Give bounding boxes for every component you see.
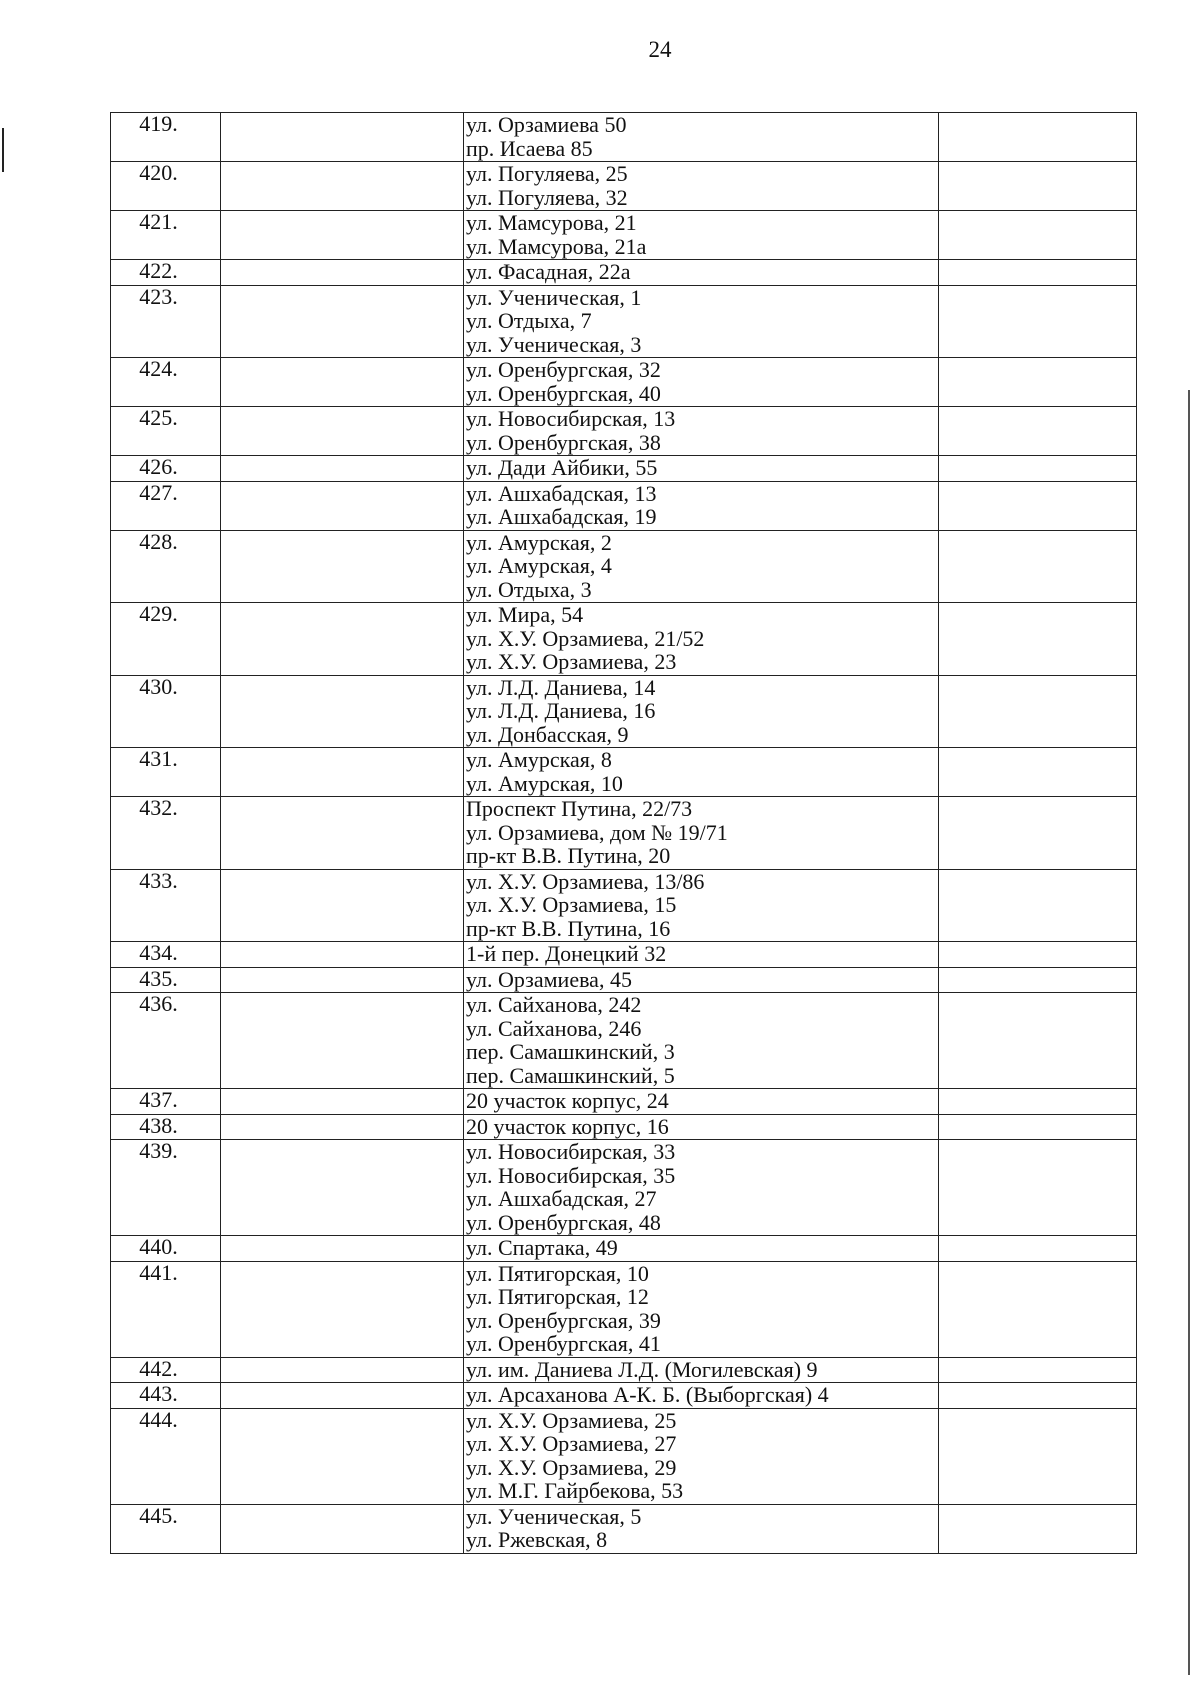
row-number: 436.: [111, 993, 221, 1089]
row-number: 421.: [111, 211, 221, 260]
address-line: ул. Донбасская, 9: [466, 721, 629, 747]
empty-cell: [221, 1114, 464, 1140]
row-number: 439.: [111, 1140, 221, 1236]
address-line: ул. Ученическая, 1: [466, 284, 642, 310]
address-line: ул. Оренбургская, 40: [466, 380, 661, 406]
table-row: [111, 358, 1137, 407]
table-row: [111, 1140, 1137, 1236]
address-line: ул. Ашхабадская, 13: [466, 480, 657, 506]
empty-cell: [221, 1089, 464, 1115]
row-number: 430.: [111, 675, 221, 748]
row-number: 438.: [111, 1114, 221, 1140]
table-row: [111, 481, 1137, 530]
address-cell: [464, 456, 939, 482]
row-number: 431.: [111, 748, 221, 797]
empty-cell: [221, 358, 464, 407]
empty-cell: [221, 456, 464, 482]
address-line: ул. Ашхабадская, 19: [466, 504, 657, 529]
table-row: [111, 1261, 1137, 1357]
address-cell: [464, 1089, 939, 1115]
table-row: [111, 211, 1137, 260]
empty-cell: [939, 358, 1137, 407]
empty-cell: [939, 675, 1137, 748]
row-number: 422.: [111, 260, 221, 286]
empty-cell: [939, 1357, 1137, 1383]
address-line: ул. Спартака, 49: [466, 1235, 618, 1260]
address-line: 20 участок корпус, 16: [466, 1113, 669, 1139]
page-number: 24: [648, 37, 672, 62]
empty-cell: [221, 1261, 464, 1357]
empty-cell: [939, 407, 1137, 456]
empty-cell: [221, 285, 464, 358]
scan-mark-right: [1188, 390, 1190, 1675]
address-line: ул. Погуляева, 25: [466, 161, 628, 186]
address-line: ул. М.Г. Гайрбекова, 53: [466, 1478, 684, 1503]
address-line: ул. Амурская, 4: [466, 553, 612, 578]
empty-cell: [221, 407, 464, 456]
address-line: пер. Самашкинский, 3: [466, 1039, 675, 1064]
scan-mark-left: [2, 128, 4, 172]
empty-cell: [221, 481, 464, 530]
empty-cell: [221, 942, 464, 968]
empty-cell: [939, 1261, 1137, 1357]
address-line: ул. Сайханова, 246: [466, 1015, 642, 1041]
row-number: 426.: [111, 456, 221, 482]
address-cell: [464, 869, 939, 942]
table-row: [111, 456, 1137, 482]
address-table: [110, 112, 1137, 1554]
address-line: ул. Фасадная, 22а: [466, 259, 631, 284]
address-cell: [464, 942, 939, 968]
address-cell: [464, 481, 939, 530]
empty-cell: [221, 260, 464, 286]
address-line: ул. Орзамиева, дом № 19/71: [466, 819, 728, 845]
address-line: ул. Пятигорская, 12: [466, 1284, 649, 1309]
address-line: ул. Х.У. Орзамиева, 25: [466, 1407, 677, 1433]
address-cell: [464, 967, 939, 993]
address-line: ул. Амурская, 2: [466, 529, 612, 555]
address-line: ул. Л.Д. Даниева, 16: [466, 698, 656, 723]
address-line: ул. Новосибирская, 13: [466, 406, 676, 431]
address-cell: [464, 797, 939, 870]
table-row: [111, 113, 1137, 162]
empty-cell: [939, 603, 1137, 676]
empty-cell: [939, 993, 1137, 1089]
address-line: пр-кт В.В. Путина, 20: [466, 843, 671, 868]
table-row: [111, 748, 1137, 797]
address-cell: [464, 748, 939, 797]
address-cell: [464, 1504, 939, 1553]
empty-cell: [939, 456, 1137, 482]
address-line: ул. Оренбургская, 32: [466, 357, 661, 382]
empty-cell: [939, 1089, 1137, 1115]
table-row: [111, 1408, 1137, 1504]
address-line: ул. Оренбургская, 38: [466, 429, 661, 455]
table-row: [111, 1236, 1137, 1262]
address-line: ул. Л.Д. Даниева, 14: [466, 674, 656, 700]
empty-cell: [939, 967, 1137, 993]
address-line: ул. Пятигорская, 10: [466, 1260, 649, 1286]
address-cell: [464, 407, 939, 456]
empty-cell: [221, 1140, 464, 1236]
empty-cell: [939, 211, 1137, 260]
address-line: ул. Х.У. Орзамиева, 13/86: [466, 868, 705, 894]
table-row: [111, 1089, 1137, 1115]
table-row: [111, 869, 1137, 942]
address-line: ул. Оренбургская, 48: [466, 1209, 661, 1235]
address-line: пер. Самашкинский, 5: [466, 1062, 675, 1088]
table-row: [111, 993, 1137, 1089]
row-number: 440.: [111, 1236, 221, 1262]
row-number: 428.: [111, 530, 221, 603]
address-line: ул. Отдыха, 3: [466, 576, 592, 602]
empty-cell: [221, 797, 464, 870]
empty-cell: [221, 1383, 464, 1409]
empty-cell: [939, 1408, 1137, 1504]
address-cell: [464, 530, 939, 603]
address-cell: [464, 603, 939, 676]
row-number: 443.: [111, 1383, 221, 1409]
empty-cell: [221, 530, 464, 603]
address-line: ул. Ржевская, 8: [466, 1527, 608, 1552]
address-line: ул. Х.У. Орзамиева, 29: [466, 1454, 677, 1480]
table-row: [111, 942, 1137, 968]
empty-cell: [221, 1236, 464, 1262]
empty-cell: [939, 530, 1137, 603]
empty-cell: [939, 113, 1137, 162]
table-row: [111, 1504, 1137, 1553]
row-number: 429.: [111, 603, 221, 676]
address-cell: [464, 113, 939, 162]
row-number: 419.: [111, 113, 221, 162]
row-number: 424.: [111, 358, 221, 407]
address-line: ул. Орзамиева 50: [466, 112, 627, 137]
empty-cell: [939, 260, 1137, 286]
table-row: [111, 967, 1137, 993]
table-row: [111, 675, 1137, 748]
address-line: ул. Мамсурова, 21: [466, 210, 637, 235]
address-line: ул. Мамсурова, 21а: [466, 233, 647, 259]
empty-cell: [939, 748, 1137, 797]
address-line: ул. Ученическая, 5: [466, 1503, 642, 1529]
address-line: ул. Оренбургская, 39: [466, 1307, 661, 1333]
row-number: 432.: [111, 797, 221, 870]
empty-cell: [939, 1504, 1137, 1553]
table-row: [111, 1357, 1137, 1383]
row-number: 425.: [111, 407, 221, 456]
address-line: ул. Новосибирская, 33: [466, 1139, 676, 1164]
address-line: ул. им. Даниева Л.Д. (Могилевская) 9: [466, 1356, 818, 1382]
address-cell: [464, 211, 939, 260]
empty-cell: [221, 675, 464, 748]
table-row: [111, 162, 1137, 211]
address-table-body: [111, 113, 1137, 1554]
address-line: ул. Новосибирская, 35: [466, 1162, 676, 1188]
row-number: 435.: [111, 967, 221, 993]
table-row: [111, 260, 1137, 286]
address-line: ул. Х.У. Орзамиева, 27: [466, 1431, 677, 1456]
address-line: ул. Орзамиева, 45: [466, 966, 632, 992]
address-line: ул. Арсаханова А-К. Б. (Выборгская) 4: [466, 1382, 829, 1407]
address-cell: [464, 1383, 939, 1409]
address-line: ул. Сайханова, 242: [466, 992, 642, 1017]
table-row: [111, 285, 1137, 358]
table-row: [111, 1383, 1137, 1409]
address-line: 20 участок корпус, 24: [466, 1088, 669, 1113]
table-row: [111, 603, 1137, 676]
address-line: ул. Х.У. Орзамиева, 15: [466, 892, 677, 917]
empty-cell: [939, 1140, 1137, 1236]
address-cell: [464, 260, 939, 286]
address-line: пр-кт В.В. Путина, 16: [466, 915, 671, 941]
row-number: 423.: [111, 285, 221, 358]
empty-cell: [939, 942, 1137, 968]
table-row: [111, 1114, 1137, 1140]
address-line: 1-й пер. Донецкий 32: [466, 941, 667, 966]
empty-cell: [221, 113, 464, 162]
address-line: ул. Оренбургская, 41: [466, 1331, 661, 1356]
address-cell: [464, 162, 939, 211]
empty-cell: [221, 869, 464, 942]
empty-cell: [939, 481, 1137, 530]
empty-cell: [221, 993, 464, 1089]
empty-cell: [939, 162, 1137, 211]
address-line: ул. Ученическая, 3: [466, 331, 642, 357]
empty-cell: [939, 797, 1137, 870]
address-cell: [464, 358, 939, 407]
address-cell: [464, 285, 939, 358]
address-line: ул. Погуляева, 32: [466, 184, 628, 210]
empty-cell: [221, 748, 464, 797]
address-line: ул. Отдыха, 7: [466, 308, 592, 333]
row-number: 433.: [111, 869, 221, 942]
table-row: [111, 797, 1137, 870]
address-cell: [464, 993, 939, 1089]
row-number: 444.: [111, 1408, 221, 1504]
address-line: ул. Х.У. Орзамиева, 23: [466, 649, 677, 674]
address-line: пр. Исаева 85: [466, 135, 593, 161]
row-number: 442.: [111, 1357, 221, 1383]
row-number: 420.: [111, 162, 221, 211]
table-row: [111, 407, 1137, 456]
address-line: ул. Ашхабадская, 27: [466, 1186, 657, 1211]
empty-cell: [221, 162, 464, 211]
address-cell: [464, 675, 939, 748]
empty-cell: [221, 1357, 464, 1383]
address-cell: [464, 1114, 939, 1140]
address-line: Проспект Путина, 22/73: [466, 796, 693, 821]
address-line: ул. Дади Айбики, 55: [466, 455, 658, 480]
row-number: 445.: [111, 1504, 221, 1553]
address-line: ул. Амурская, 8: [466, 747, 612, 772]
empty-cell: [221, 211, 464, 260]
address-line: ул. Х.У. Орзамиева, 21/52: [466, 625, 705, 651]
address-line: ул. Амурская, 10: [466, 770, 623, 796]
address-cell: [464, 1357, 939, 1383]
address-cell: [464, 1261, 939, 1357]
row-number: 437.: [111, 1089, 221, 1115]
empty-cell: [221, 967, 464, 993]
row-number: 441.: [111, 1261, 221, 1357]
empty-cell: [939, 869, 1137, 942]
empty-cell: [939, 1114, 1137, 1140]
empty-cell: [939, 1236, 1137, 1262]
empty-cell: [221, 1408, 464, 1504]
address-cell: [464, 1140, 939, 1236]
empty-cell: [221, 1504, 464, 1553]
empty-cell: [939, 1383, 1137, 1409]
table-row: [111, 530, 1137, 603]
address-cell: [464, 1236, 939, 1262]
row-number: 427.: [111, 481, 221, 530]
empty-cell: [221, 603, 464, 676]
address-line: ул. Мира, 54: [466, 602, 584, 627]
address-cell: [464, 1408, 939, 1504]
empty-cell: [939, 285, 1137, 358]
row-number: 434.: [111, 942, 221, 968]
